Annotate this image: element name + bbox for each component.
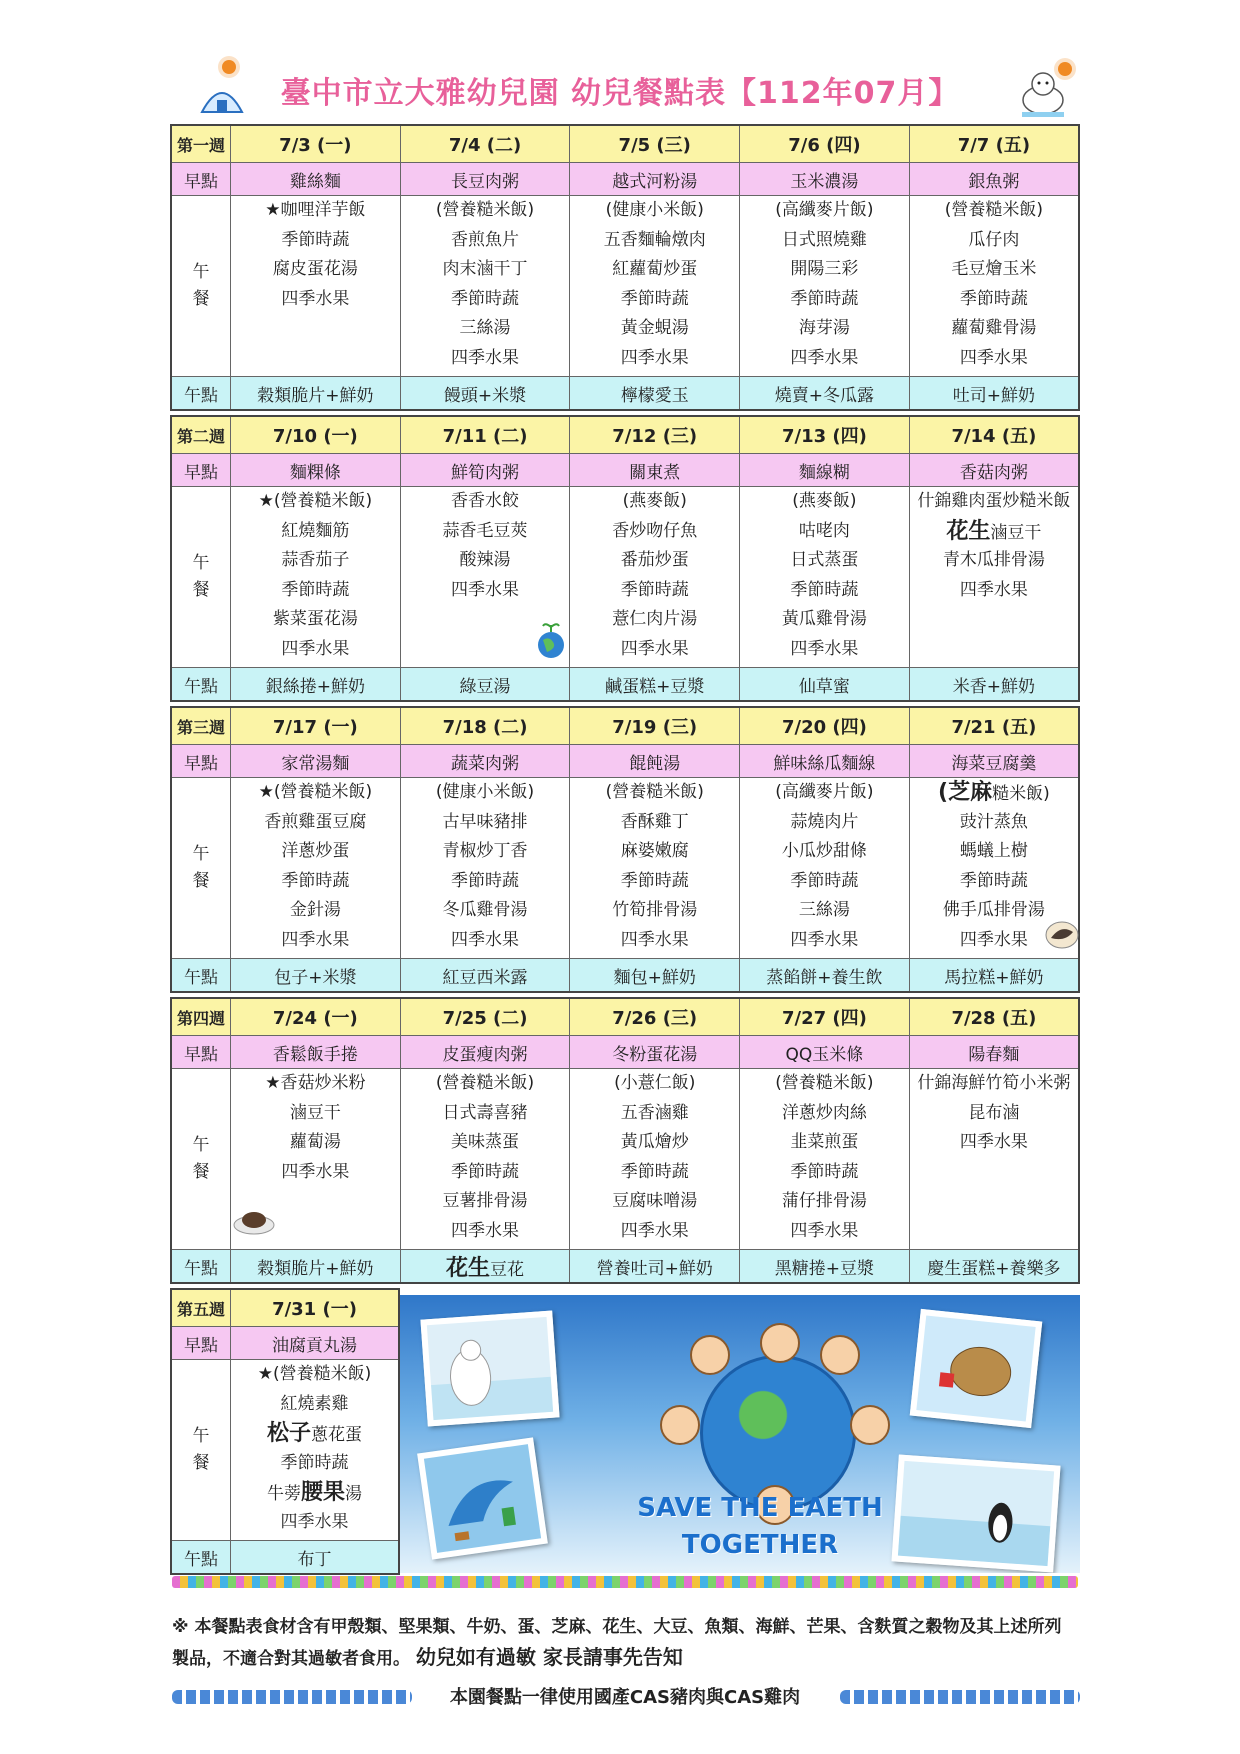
save-earth-poster <box>400 1295 1080 1573</box>
dish-item: 腐皮蛋花湯 <box>272 259 358 279</box>
dish-item: 季節時蔬 <box>959 870 1028 891</box>
lunch-cell <box>909 487 1079 668</box>
dish-item: 古早味豬排 <box>442 811 528 832</box>
highlight-ingredient: 花生 <box>946 518 991 544</box>
lunch-cell <box>740 1069 910 1250</box>
snack-label: 午點 <box>171 668 231 702</box>
snack-row <box>171 1541 399 1575</box>
lunch-cell <box>570 778 740 959</box>
snack-cell: 黑糖捲+豆漿 <box>740 1250 910 1284</box>
dish-item <box>231 1419 398 1449</box>
dish-item: 三絲湯 <box>459 318 511 338</box>
week-4-table <box>170 997 1080 1284</box>
save-earth-text <box>610 1490 910 1564</box>
dish-item: 金針湯 <box>289 900 341 920</box>
snack-cell: 蒸餡餅+養生飲 <box>740 959 910 993</box>
snack-row <box>171 1250 1079 1284</box>
lunch-cell <box>570 196 740 377</box>
breakfast-cell: 油腐貢丸湯 <box>231 1327 400 1360</box>
snack-cell: 鹹蛋糕+豆漿 <box>570 668 740 702</box>
dish-item: 四季水果 <box>959 1132 1028 1152</box>
dish-item: 紅燒麵筋 <box>281 520 350 541</box>
day-date: 7/12 (三) <box>570 416 740 454</box>
dish-item: 四季水果 <box>281 288 350 309</box>
dish-text: 豆花 <box>490 1259 525 1280</box>
dish-item: 咕咾肉 <box>798 520 850 541</box>
lunch-row <box>171 487 1079 668</box>
dish-item: 黃瓜燴炒 <box>620 1132 689 1152</box>
page-title: 臺中市立大雅幼兒園 幼兒餐點表【112年07月】 <box>280 76 960 111</box>
breakfast-cell: 香菇肉粥 <box>909 454 1079 487</box>
day-date: 7/6 (四) <box>740 125 910 163</box>
dish-item: 季節時蔬 <box>959 288 1028 309</box>
breakfast-label: 早點 <box>171 745 231 778</box>
dish-item: 季節時蔬 <box>620 1161 689 1182</box>
breakfast-cell: 香鬆飯手捲 <box>231 1036 401 1069</box>
lunch-cell <box>740 487 910 668</box>
dish-item: 四季水果 <box>959 347 1028 368</box>
day-date: 7/4 (二) <box>400 125 570 163</box>
dish-item: (小薏仁飯) <box>614 1073 696 1093</box>
lunch-row <box>171 1360 399 1541</box>
dish-item: 五香麵輪燉肉 <box>603 229 706 250</box>
dish-item: 小瓜炒甜條 <box>781 841 867 861</box>
snack-cell: 馬拉糕+鮮奶 <box>909 959 1079 993</box>
dish-item: 四季水果 <box>959 579 1028 600</box>
dish-item: 洋蔥炒蛋 <box>281 841 350 861</box>
lunch-cell <box>231 1360 400 1541</box>
day-date: 7/20 (四) <box>740 707 910 745</box>
week-label: 第二週 <box>171 416 231 454</box>
snack-label: 午點 <box>171 959 231 993</box>
food-bowl-icon <box>1045 920 1079 950</box>
dish-item: 冬瓜雞骨湯 <box>442 900 528 920</box>
day-date: 7/17 (一) <box>231 707 401 745</box>
breakfast-label: 早點 <box>171 454 231 487</box>
lunch-cell <box>231 487 401 668</box>
dish-item: 四季水果 <box>280 1511 349 1532</box>
lunch-row <box>171 196 1079 377</box>
dish-item <box>910 1217 1078 1247</box>
lunch-cell <box>570 487 740 668</box>
dish-item: 三絲湯 <box>798 900 850 920</box>
dish-item: 日式蒸蛋 <box>790 550 859 570</box>
breakfast-cell: 長豆肉粥 <box>400 163 570 196</box>
dish-item: 青椒炒丁香 <box>442 841 528 861</box>
turtle-plate-icon <box>232 1205 276 1235</box>
date-row <box>171 707 1079 745</box>
snack-cell: 包子+米漿 <box>231 959 401 993</box>
day-date: 7/24 (一) <box>231 998 401 1036</box>
dish-text: 糙米飯) <box>992 784 1050 804</box>
dish-item: 韭菜煎蛋 <box>790 1132 859 1152</box>
dish-item: 四季水果 <box>451 347 520 368</box>
week-5-table <box>170 1288 400 1575</box>
dish-item: (營養糙米飯) <box>435 200 535 220</box>
day-date: 7/7 (五) <box>909 125 1079 163</box>
snack-cell: 穀類脆片+鮮奶 <box>231 377 401 411</box>
allergy-note-text: ※ 本餐點表食材含有甲殼類、堅果類、牛奶、蛋、芝麻、花生、大豆、魚類、海鮮、芒果、含麩質之穀物及其上述所列製品，不適合對其過敏者食用。 <box>172 1617 1062 1669</box>
highlight-ingredient: 花生 <box>446 1255 491 1281</box>
day-date: 7/11 (二) <box>400 416 570 454</box>
breakfast-cell: 銀魚粥 <box>909 163 1079 196</box>
snack-cell: 燒賣+冬瓜露 <box>740 377 910 411</box>
lunch-cell <box>570 1069 740 1250</box>
lunch-cell <box>740 196 910 377</box>
week-label: 第一週 <box>171 125 231 163</box>
lunch-label: 午 餐 <box>171 1360 231 1541</box>
dish-item: 蒲仔排骨湯 <box>781 1191 867 1211</box>
day-date: 7/13 (四) <box>740 416 910 454</box>
breakfast-cell: 蔬菜肉粥 <box>400 745 570 778</box>
dish-item: 季節時蔬 <box>280 1452 349 1473</box>
week-label: 第四週 <box>171 998 231 1036</box>
lunch-label: 午 餐 <box>171 778 231 959</box>
snack-cell: 布丁 <box>231 1541 400 1575</box>
dish-item: 季節時蔬 <box>620 288 689 309</box>
dish-item: 四季水果 <box>620 1220 689 1241</box>
lunch-cell <box>740 778 910 959</box>
day-date: 7/3 (一) <box>231 125 401 163</box>
highlight-ingredient: 腰果 <box>300 1480 345 1505</box>
lunch-cell <box>231 196 401 377</box>
dish-item: 滷豆干 <box>289 1102 341 1123</box>
dish-item: (高纖麥片飯) <box>775 782 874 802</box>
dish-item: 香煎魚片 <box>451 229 520 250</box>
week-2-table <box>170 415 1080 702</box>
dish-item: 季節時蔬 <box>281 870 350 891</box>
day-date: 7/18 (二) <box>400 707 570 745</box>
week-label: 第三週 <box>171 707 231 745</box>
dish-item <box>910 778 1078 808</box>
date-row <box>171 1289 399 1327</box>
dish-item: 季節時蔬 <box>451 288 520 309</box>
breakfast-cell: 鮮味絲瓜麵線 <box>740 745 910 778</box>
penguin-photo <box>891 1454 1060 1572</box>
dish-item: 青木瓜排骨湯 <box>942 550 1045 570</box>
lunch-label: 午 餐 <box>171 1069 231 1250</box>
dish-item: 肉末滷干丁 <box>442 259 528 279</box>
breakfast-cell: 麵粿條 <box>231 454 401 487</box>
snack-cell: 穀類脆片+鮮奶 <box>231 1250 401 1284</box>
lunch-row <box>171 1069 1079 1250</box>
dish-item: 香煎雞蛋豆腐 <box>264 811 367 832</box>
snack-cell: 麵包+鮮奶 <box>570 959 740 993</box>
dish-item: 香香水餃 <box>451 491 520 511</box>
lunch-row <box>171 778 1079 959</box>
dish-item: ★咖哩洋芋飯 <box>265 200 366 220</box>
breakfast-label: 早點 <box>171 1327 231 1360</box>
dish-item: 四季水果 <box>281 929 350 950</box>
dish-item <box>910 517 1078 547</box>
lunch-cell <box>400 778 570 959</box>
breakfast-cell: 越式河粉湯 <box>570 163 740 196</box>
breakfast-cell: 陽春麵 <box>909 1036 1079 1069</box>
dish-item: 豆腐味噌湯 <box>612 1191 698 1211</box>
week-label: 第五週 <box>171 1289 231 1327</box>
dish-text: 湯 <box>345 1484 362 1504</box>
day-date: 7/27 (四) <box>740 998 910 1036</box>
dish-item: 季節時蔬 <box>790 579 859 600</box>
dish-item: 四季水果 <box>451 579 520 600</box>
dish-item: 蘿蔔雞骨湯 <box>951 318 1037 338</box>
dish-item: 竹筍排骨湯 <box>612 900 698 920</box>
dish-item: 日式壽喜豬 <box>442 1102 528 1123</box>
child-icon <box>760 1323 800 1363</box>
page-header <box>0 60 1240 120</box>
child-icon <box>690 1335 730 1375</box>
dish-item: ★香菇炒米粉 <box>265 1073 366 1093</box>
dish-item: 什錦雞肉蛋炒糙米飯 <box>917 491 1071 511</box>
dish-item: 四季水果 <box>790 638 859 659</box>
dish-item: ★(營養糙米飯) <box>257 1364 372 1384</box>
dish-item: 薏仁肉片湯 <box>612 609 698 629</box>
snack-cell <box>400 1250 570 1284</box>
snack-label: 午點 <box>171 377 231 411</box>
lunch-cell <box>231 778 401 959</box>
save-earth-line-1: SAVE THE EAETH <box>637 1493 883 1523</box>
date-row <box>171 998 1079 1036</box>
breakfast-cell: 關東煮 <box>570 454 740 487</box>
dish-item <box>910 605 1078 635</box>
snack-cell: 饅頭+米漿 <box>400 377 570 411</box>
dish-item <box>910 635 1078 665</box>
footer-text: 本園餐點一律使用國產CAS豬肉與CAS雞肉 <box>449 1687 801 1708</box>
dish-text: 滷豆干 <box>990 522 1042 543</box>
lunch-cell <box>400 1069 570 1250</box>
dish-item: 紅燒素雞 <box>280 1393 349 1414</box>
dish-item: 蘿蔔湯 <box>289 1132 341 1152</box>
day-date: 7/26 (三) <box>570 998 740 1036</box>
dish-item: 美味蒸蛋 <box>451 1132 520 1152</box>
dish-item: 酸辣湯 <box>459 550 511 570</box>
earth-sprout-icon <box>535 620 567 660</box>
week-3-table <box>170 706 1080 993</box>
dish-item: 四季水果 <box>790 1220 859 1241</box>
dish-item: 麻婆嫩腐 <box>620 841 689 861</box>
snack-cell: 紅豆西米露 <box>400 959 570 993</box>
dish-item: 季節時蔬 <box>451 1161 520 1182</box>
snack-row <box>171 959 1079 993</box>
dish-item: 紅蘿蔔炒蛋 <box>612 259 698 279</box>
dolphin-photo <box>417 1437 548 1559</box>
dish-item <box>231 344 400 374</box>
snack-label: 午點 <box>171 1541 231 1575</box>
dish-item: (健康小米飯) <box>605 200 704 220</box>
dish-item: (營養糙米飯) <box>944 200 1043 220</box>
day-date: 7/25 (二) <box>400 998 570 1036</box>
dish-item: (健康小米飯) <box>435 782 535 802</box>
dish-item: (營養糙米飯) <box>605 782 704 802</box>
dish-item: 季節時蔬 <box>281 229 350 250</box>
dish-item: 四季水果 <box>620 929 689 950</box>
dish-item: 紫菜蛋花湯 <box>272 609 358 629</box>
dish-item: 四季水果 <box>281 1161 350 1182</box>
day-date: 7/5 (三) <box>570 125 740 163</box>
snack-cell: 銀絲捲+鮮奶 <box>231 668 401 702</box>
day-date: 7/19 (三) <box>570 707 740 745</box>
dish-item: 蒜香茄子 <box>281 550 350 570</box>
dish-item: (營養糙米飯) <box>775 1073 874 1093</box>
child-icon <box>850 1405 890 1445</box>
dish-item: ★(營養糙米飯) <box>258 491 373 511</box>
dish-text: 蔥花蛋 <box>311 1425 362 1445</box>
breakfast-cell: 餛飩湯 <box>570 745 740 778</box>
day-date: 7/31 (一) <box>231 1289 400 1327</box>
day-date: 7/28 (五) <box>909 998 1079 1036</box>
snack-cell: 慶生蛋糕+養樂多 <box>909 1250 1079 1284</box>
dish-item: 豉汁蒸魚 <box>959 811 1028 832</box>
dish-item: ★(營養糙米飯) <box>258 782 373 802</box>
snack-cell: 米香+鮮奶 <box>909 668 1079 702</box>
breakfast-label: 早點 <box>171 163 231 196</box>
snack-cell: 吐司+鮮奶 <box>909 377 1079 411</box>
lunch-cell <box>400 196 570 377</box>
dish-item: 番茄炒蛋 <box>620 550 689 570</box>
dish-item: 黃瓜雞骨湯 <box>781 609 867 629</box>
child-icon <box>660 1405 700 1445</box>
dish-item: 季節時蔬 <box>790 288 859 309</box>
breakfast-row <box>171 745 1079 778</box>
snack-row <box>171 668 1079 702</box>
date-row <box>171 125 1079 163</box>
breakfast-row <box>171 454 1079 487</box>
breakfast-row <box>171 1327 399 1360</box>
breakfast-cell: 海菜豆腐羹 <box>909 745 1079 778</box>
snack-row <box>171 377 1079 411</box>
allergy-note-emphasis: 幼兒如有過敏 家長請事先告知 <box>415 1645 683 1669</box>
highlight-ingredient: (芝麻 <box>938 780 993 805</box>
breakfast-cell: 家常湯麵 <box>231 745 401 778</box>
breakfast-cell: QQ玉米條 <box>740 1036 910 1069</box>
dish-item: 季節時蔬 <box>451 870 520 891</box>
dish-item: 四季水果 <box>620 347 689 368</box>
dish-item: 開陽三彩 <box>790 259 859 279</box>
week-1-table <box>170 124 1080 411</box>
dish-item: 昆布滷 <box>968 1102 1020 1123</box>
dish-item: 什錦海鮮竹筍小米粥 <box>917 1073 1071 1093</box>
dish-item: 五香滷雞 <box>620 1102 689 1123</box>
breakfast-cell: 皮蛋瘦肉粥 <box>400 1036 570 1069</box>
lunch-cell <box>909 1069 1079 1250</box>
snack-label: 午點 <box>171 1250 231 1284</box>
dish-item: 黃金蜆湯 <box>620 318 689 338</box>
child-icon <box>820 1335 860 1375</box>
highlight-ingredient: 松子 <box>266 1421 311 1446</box>
allergy-note <box>172 1612 1072 1674</box>
breakfast-cell: 雞絲麵 <box>231 163 401 196</box>
dish-item: 洋蔥炒肉絲 <box>781 1102 867 1123</box>
dish-item: 季節時蔬 <box>790 1161 859 1182</box>
polar-bear-photo <box>420 1311 559 1427</box>
dish-item: 香炒吻仔魚 <box>612 520 698 541</box>
dish-item: (燕麥飯) <box>792 491 857 511</box>
dish-item: 日式照燒雞 <box>781 229 867 250</box>
lunch-cell <box>909 196 1079 377</box>
dish-item <box>910 1158 1078 1188</box>
sea-turtle-photo <box>910 1309 1043 1428</box>
breakfast-cell: 玉米濃湯 <box>740 163 910 196</box>
dish-text: 牛蒡 <box>266 1484 301 1504</box>
dish-item: 蒜香毛豆莢 <box>442 520 528 541</box>
dish-item: 四季水果 <box>281 638 350 659</box>
polar-bear-icon <box>1018 68 1068 118</box>
dish-item: 四季水果 <box>451 1220 520 1241</box>
breakfast-cell: 鮮筍肉粥 <box>400 454 570 487</box>
dish-item: (營養糙米飯) <box>435 1073 535 1093</box>
dish-item: (高纖麥片飯) <box>775 200 874 220</box>
dish-item: 四季水果 <box>959 929 1028 950</box>
breakfast-row <box>171 1036 1079 1069</box>
dish-item: 豆薯排骨湯 <box>442 1191 528 1211</box>
snack-cell: 仙草蜜 <box>740 668 910 702</box>
lunch-label: 午 餐 <box>171 196 231 377</box>
snack-cell: 檸檬愛玉 <box>570 377 740 411</box>
dish-item: 季節時蔬 <box>790 870 859 891</box>
dish-item: 季節時蔬 <box>281 579 350 600</box>
dish-item: 四季水果 <box>790 347 859 368</box>
date-row <box>171 416 1079 454</box>
day-date: 7/10 (一) <box>231 416 401 454</box>
dish-item: 瓜仔肉 <box>968 229 1020 250</box>
breakfast-label: 早點 <box>171 1036 231 1069</box>
dish-item: 佛手瓜排骨湯 <box>942 900 1045 920</box>
day-date: 7/14 (五) <box>909 416 1079 454</box>
dish-item <box>910 1187 1078 1217</box>
dish-item: 四季水果 <box>451 929 520 950</box>
dish-item: 蒜燒肉片 <box>790 811 859 832</box>
wave-icon <box>840 1690 1080 1704</box>
day-date: 7/21 (五) <box>909 707 1079 745</box>
dish-item: 四季水果 <box>790 929 859 950</box>
breakfast-cell: 冬粉蛋花湯 <box>570 1036 740 1069</box>
snack-cell: 營養吐司+鮮奶 <box>570 1250 740 1284</box>
save-earth-line-2: TOGETHER <box>681 1530 839 1560</box>
dish-item: 香酥雞丁 <box>620 811 689 832</box>
dish-item: 毛豆燴玉米 <box>951 259 1037 279</box>
dish-item: 季節時蔬 <box>620 579 689 600</box>
dish-item <box>231 1478 398 1508</box>
breakfast-cell: 麵線糊 <box>740 454 910 487</box>
dish-item: 季節時蔬 <box>620 870 689 891</box>
dish-item: 四季水果 <box>620 638 689 659</box>
dish-item <box>231 314 400 344</box>
dish-item: 海芽湯 <box>798 318 850 338</box>
dish-item: 螞蟻上樹 <box>959 841 1028 861</box>
breakfast-row <box>171 163 1079 196</box>
dish-item: (燕麥飯) <box>622 491 687 511</box>
snack-cell: 綠豆湯 <box>400 668 570 702</box>
decorative-fish-border <box>172 1576 1078 1588</box>
lunch-label: 午 餐 <box>171 487 231 668</box>
